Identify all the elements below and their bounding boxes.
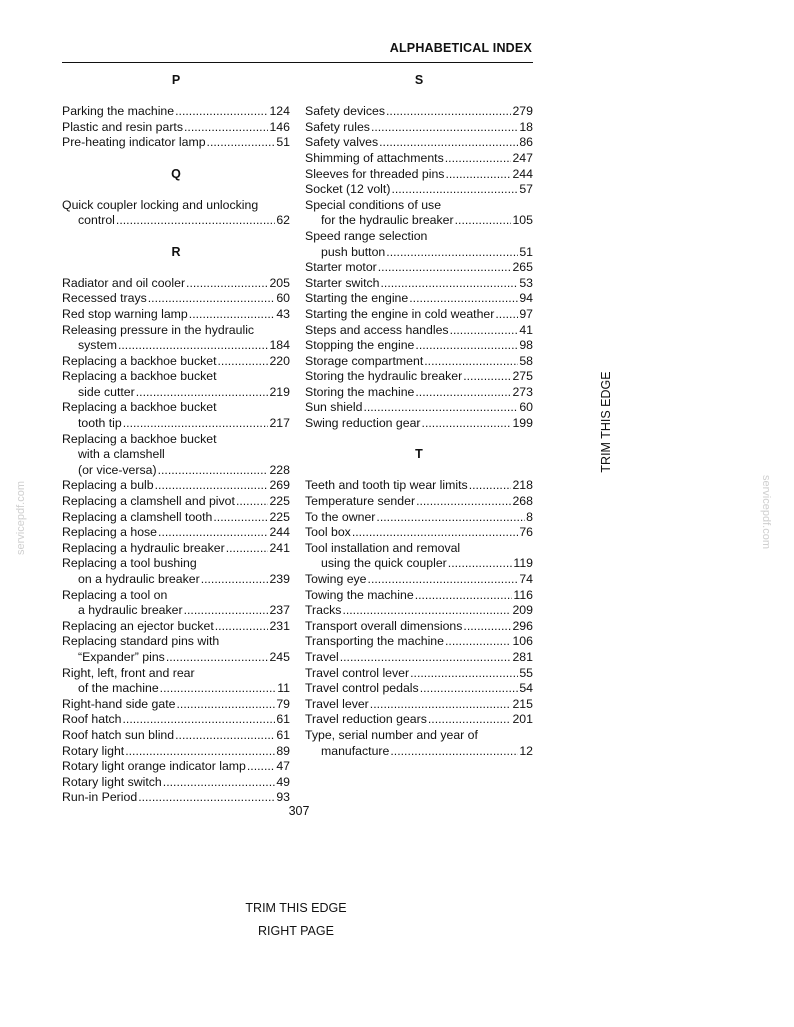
watermark-left-text: servicepdf.com [15,481,27,555]
index-entry-text: a hydraulic breaker [78,603,183,618]
leader-dots [415,338,518,354]
index-entry-text: manufacture [321,743,390,758]
index-entry-text: Replacing a hose [62,525,158,540]
index-group [62,276,290,806]
leader-dots [136,385,269,401]
index-entry [305,681,533,697]
index-entry-line: Quick coupler locking and unlocking [62,197,259,212]
index-entry [62,728,290,744]
leader-dots [371,120,518,136]
index-entry [62,213,290,229]
index-entry [305,712,533,728]
index-entry-page: 116 [513,587,533,602]
index-entry [62,759,290,775]
index-entry-text: Rotary light orange indicator lamp [62,759,246,774]
leader-dots [428,712,512,728]
index-entry [305,104,533,120]
index-entry-page: 241 [269,540,290,555]
index-entry [305,494,533,510]
index-entry [62,338,290,354]
index-entry-text: “Expander” pins [78,649,165,664]
index-entry-line: Replacing a backhoe bucket [62,400,217,415]
index-entry [62,307,290,323]
index-entry-text: Recessed trays [62,291,147,306]
index-entry [305,167,533,183]
index-entry-text: Replacing a clamshell tooth [62,509,213,524]
index-entry-text: Towing the machine [305,587,414,602]
index-entry-page: 54 [519,681,533,696]
index-entry-page: 76 [519,525,533,540]
leader-dots [226,541,269,557]
index-entry-text: Replacing a clamshell and pivot [62,494,235,509]
leader-dots [166,650,269,666]
leader-dots [386,104,511,120]
leader-dots [175,728,275,744]
index-entry-line: Replacing a backhoe bucket [62,369,217,384]
leader-dots [368,572,519,588]
index-entry-page: 265 [512,260,533,275]
index-entry-page: 218 [512,478,533,493]
index-entry-text: Parking the machine [62,104,175,119]
side-trim-label [598,369,614,475]
index-entry-page: 201 [512,712,533,727]
index-entry [305,369,533,385]
index-entry-page: 61 [276,712,290,727]
index-entry-page: 11 [277,681,290,696]
index-entry-text: Sleeves for threaded pins [305,166,445,181]
index-entry [305,572,533,588]
index-entry [305,260,533,276]
index-entry-line: Replacing a tool on [62,587,168,602]
index-entry-page: 228 [269,462,290,477]
index-entry-text: Steps and access handles [305,322,449,337]
leader-dots [370,697,512,713]
index-entry [62,478,290,494]
index-entry-text: Replacing an ejector bucket [62,618,214,633]
index-entry-text: Replacing a bulb [62,478,154,493]
index-entry [305,478,533,494]
index-entry [62,790,290,806]
leader-dots [189,307,276,323]
section-letter: S [414,73,424,87]
index-entry [305,291,533,307]
index-entry [62,525,290,541]
index-entry-text: Starting the engine [305,291,409,306]
index-entry [305,307,533,323]
section-letter: T [415,447,423,462]
index-entry-page: 51 [519,244,533,259]
index-entry-text: Rotary light [62,743,125,758]
side-trim-text: TRIM THIS EDGE [599,371,613,473]
leader-dots [247,759,275,775]
index-entry-page: 281 [512,649,533,664]
index-entry-text: Storing the hydraulic breaker [305,369,463,384]
index-entry-text: Replacing a backhoe bucket [62,353,217,368]
leader-dots [118,338,269,354]
leader-dots [122,712,275,728]
index-entry-text: Safety devices [305,104,385,119]
leader-dots [158,525,268,541]
index-entry [62,541,290,557]
index-entry-line: Replacing standard pins with [62,634,220,649]
leader-dots [420,681,519,697]
index-entry [62,572,290,588]
index-entry [305,634,533,650]
index-entry-page: 244 [269,525,290,540]
index-entry [305,213,533,229]
index-entry-text: Socket (12 volt) [305,182,391,197]
index-entry-text: Storage compartment [305,353,424,368]
leader-dots [469,478,512,494]
leader-dots [415,588,513,604]
leader-dots [207,135,276,151]
index-entry [305,556,533,572]
index-entry [62,510,290,526]
index-entry-page: 97 [519,306,533,321]
watermark-right-text: servicepdf.com [760,475,772,549]
leader-dots [378,260,512,276]
index-entry [305,276,533,292]
index-entry-page: 225 [269,509,290,524]
index-entry-text: Travel [305,649,339,664]
index-entry-page: 273 [512,384,533,399]
index-entry [305,650,533,666]
leader-dots [445,151,512,167]
index-entry-page: 219 [269,384,290,399]
index-entry-text: Roof hatch sun blind [62,727,175,742]
leader-dots [416,494,511,510]
leader-dots [236,494,269,510]
leader-dots [175,104,268,120]
footer-page-side: RIGHT PAGE [258,924,334,938]
footer-trim-label: TRIM THIS EDGE [245,901,347,915]
index-entry-page: 53 [519,275,533,290]
leader-dots [116,213,275,229]
leader-dots [215,619,269,635]
index-entry [62,120,290,136]
leader-dots [386,245,518,261]
index-entry-page: 225 [269,494,290,509]
index-entry-text: Starter motor [305,260,377,275]
index-entry-text: Teeth and tooth tip wear limits [305,478,468,493]
leader-dots [463,369,511,385]
index-entry-text: Roof hatch [62,712,122,727]
index-entry-line: Speed range selection [305,228,428,243]
index-entry [62,135,290,151]
watermark-left [14,468,28,568]
index-entry-text: Towing eye [305,572,367,586]
leader-dots [123,416,269,432]
page-header-title: ALPHABETICAL INDEX [389,41,532,55]
index-entry-text: Stopping the engine [305,338,415,353]
leader-dots [184,120,268,136]
index-entry-text: Tool box [305,525,351,540]
leader-dots [213,510,268,526]
header-rule [62,62,533,63]
index-entry-page: 205 [269,275,290,290]
leader-dots [463,619,511,635]
leader-dots [155,478,269,494]
index-entry [305,744,533,760]
index-entry-page: 94 [519,291,533,306]
index-entry-text: Starting the engine in cold weather [305,306,495,321]
index-entry [305,135,533,151]
index-entry [305,619,533,635]
index-entry-text: Radiator and oil cooler [62,275,186,290]
index-entry [62,712,290,728]
leader-dots [342,603,511,619]
index-entry-page: 275 [512,369,533,384]
index-entry-page: 247 [512,150,533,165]
leader-dots [340,650,512,666]
index-entry-text: Swing reduction gear [305,416,421,431]
index-entry-page: 12 [519,743,533,758]
index-entry-text: Plastic and resin parts [62,119,183,134]
index-entry-page: 51 [276,135,290,150]
index-entry-line: Replacing a tool bushing [62,556,197,571]
index-entry-text: Transport overall dimensions [305,618,463,633]
index-entry-page: 184 [269,338,290,353]
index-entry-text: using the quick coupler [321,556,447,571]
index-entry [305,400,533,416]
leader-dots [445,167,511,183]
leader-dots [455,213,512,229]
index-entry [62,603,290,619]
leader-dots [424,354,518,370]
index-entry-page: 215 [512,696,533,711]
index-entry-text: Run-in Period [62,790,138,805]
leader-dots [176,697,275,713]
index-entry-page: 60 [276,291,290,306]
index-entry [62,650,290,666]
index-entry-page: 57 [519,182,533,197]
index-entry [305,697,533,713]
index-entry-line: Type, serial number and year of [305,727,478,742]
leader-dots [495,307,518,323]
index-entry-page: 86 [519,135,533,150]
index-entry-page: 106 [512,634,533,649]
index-entry-text: Travel lever [305,696,369,711]
section-letter: Q [171,166,181,181]
leader-dots [380,276,518,292]
index-entry [305,245,533,261]
index-entry-page: 105 [512,213,533,228]
leader-dots [218,354,269,370]
leader-dots [363,400,518,416]
index-entry-page: 146 [269,119,290,134]
index-entry-text: of the machine [78,681,159,696]
index-entry-line: Tool installation and removal [305,540,461,555]
index-entry [305,603,533,619]
index-entry [305,354,533,370]
index-entry [62,681,290,697]
leader-dots [160,681,277,697]
index-entry-text: Replacing a hydraulic breaker [62,540,225,555]
index-entry-text: Red stop warning lamp [62,306,188,321]
index-entry [62,775,290,791]
index-entry-line: with a clamshell [78,447,165,462]
index-entry-text: system [78,338,117,353]
index-entry-text: Tracks [305,603,342,618]
index-entry-page: 74 [519,572,533,586]
index-entry-text: Pre-heating indicator lamp [62,135,206,150]
index-entry [62,619,290,635]
index-entry-page: 237 [269,603,290,618]
index-entry-page: 93 [276,790,290,805]
leader-dots [450,323,519,339]
index-entry-text: Travel control pedals [305,681,419,696]
leader-dots [138,790,275,806]
index-entry-page: 279 [512,104,533,119]
index-column-left [62,73,290,806]
index-entry-line: Releasing pressure in the hydraulic [62,322,255,337]
index-entry [305,666,533,682]
index-entry [305,182,533,198]
index-entry [62,385,290,401]
index-entry-page: 244 [512,166,533,181]
index-entry-text: Temperature sender [305,494,416,509]
index-entry-page: 124 [269,104,290,119]
index-entry-page: 89 [276,743,290,758]
index-entry [305,525,533,541]
index-entry-page: 231 [269,618,290,633]
leader-dots [448,556,513,572]
index-entry-page: 55 [519,665,533,680]
index-entry-page: 43 [276,306,290,321]
index-entry [305,151,533,167]
index-entry-page: 79 [276,696,290,711]
index-entry [62,291,290,307]
leader-dots [379,135,518,151]
index-entry [62,744,290,760]
index-entry-text: side cutter [78,384,135,399]
section-letter: P [171,73,181,87]
index-column-right [305,73,533,759]
index-entry [62,416,290,432]
index-entry-text: (or vice-versa) [78,462,157,477]
index-entry-page: 239 [269,572,290,586]
index-group [62,198,290,229]
index-entry-text: tooth tip [78,416,122,431]
index-entry-line: Replacing a backhoe bucket [62,431,217,446]
index-entry-text: Sun shield [305,400,363,415]
leader-dots [163,775,276,791]
index-entry [305,588,533,604]
index-entry-page: 98 [519,338,533,353]
leader-dots [390,744,518,760]
index-group [62,104,290,151]
leader-dots [376,510,525,526]
index-entry [62,276,290,292]
index-entry-page: 217 [269,416,290,431]
index-entry-line: Special conditions of use [305,197,442,212]
index-entry-text: Shimming of attachments [305,150,444,165]
index-entry [62,104,290,120]
index-entry [305,323,533,339]
index-entry-text: To the owner [305,509,376,524]
index-entry-text: for the hydraulic breaker [321,213,454,228]
section-letter: R [171,244,181,259]
leader-dots [184,603,269,619]
index-entry-page: 18 [519,119,533,134]
index-entry [305,338,533,354]
index-entry-text: Safety valves [305,135,379,150]
index-entry-text: Transporting the machine [305,634,444,649]
index-entry-text: Starter switch [305,275,380,290]
leader-dots [445,634,511,650]
index-entry [62,697,290,713]
index-entry-page: 8 [526,509,533,524]
leader-dots [186,276,268,292]
index-entry-page: 209 [512,603,533,618]
index-entry [305,385,533,401]
index-entry-page: 41 [519,322,533,337]
index-entry [305,416,533,432]
leader-dots [125,744,275,760]
index-entry-text: Travel control lever [305,665,410,680]
index-entry-page: 296 [512,618,533,633]
index-entry [62,494,290,510]
index-entry-line: Right, left, front and rear [62,665,195,680]
index-group [305,478,533,759]
index-entry-text: Storing the machine [305,384,415,399]
index-entry-page: 269 [269,478,290,493]
leader-dots [158,463,269,479]
leader-dots [415,385,511,401]
index-entry-page: 62 [276,213,290,228]
index-entry [305,120,533,136]
index-entry-page: 199 [512,416,533,431]
index-entry-page: 61 [276,727,290,742]
leader-dots [410,666,518,682]
index-entry [62,463,290,479]
index-entry-page: 119 [513,556,533,571]
index-entry-text: Rotary light switch [62,774,162,789]
index-entry-page: 47 [276,759,290,774]
watermark-right [759,462,773,562]
leader-dots [409,291,518,307]
index-entry-page: 220 [269,353,290,368]
index-entry-page: 60 [519,400,533,415]
leader-dots [391,182,518,198]
index-entry-text: Right-hand side gate [62,696,176,711]
leader-dots [352,525,519,541]
index-entry [62,354,290,370]
index-entry-page: 245 [269,649,290,664]
index-entry-text: Travel reduction gears [305,712,427,727]
index-entry-page: 49 [276,774,290,789]
leader-dots [422,416,512,432]
index-entry-text: push button [321,244,386,259]
index-entry-text: control [78,213,115,228]
index-entry-page: 58 [519,353,533,368]
leader-dots [148,291,276,307]
leader-dots [201,572,269,588]
index-entry-text: on a hydraulic breaker [78,572,200,586]
page-number: 307 [288,804,310,818]
index-entry [305,510,533,526]
index-group [305,104,533,431]
index-entry-page: 268 [512,494,533,509]
index-entry-text: Safety rules [305,119,370,134]
